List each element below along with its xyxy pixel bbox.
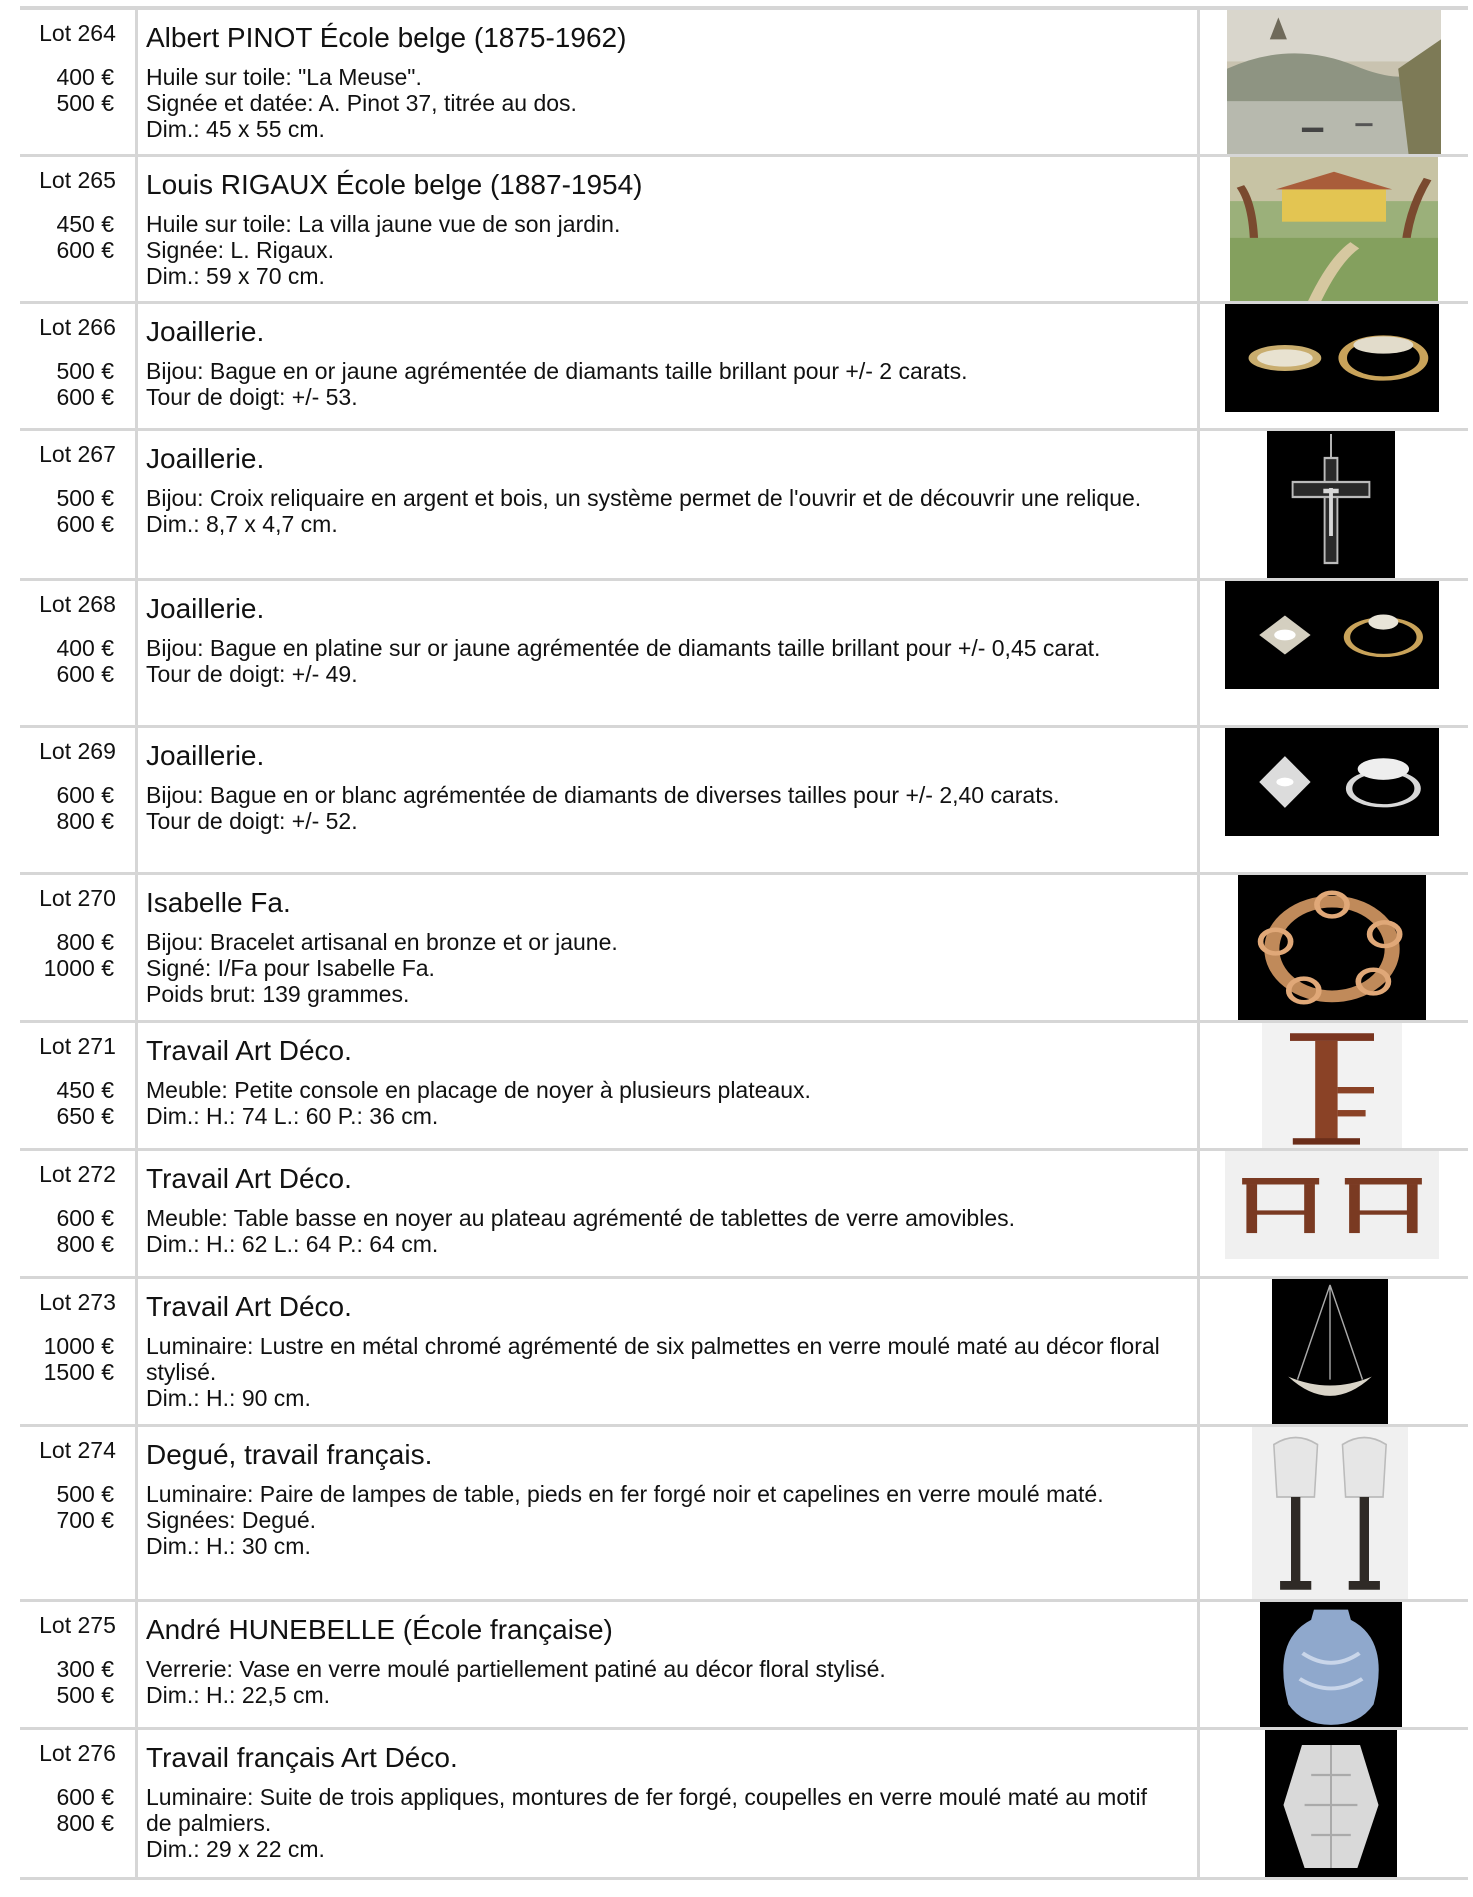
description-line: Dim.: 29 x 22 cm. [146, 1836, 325, 1862]
lot-description [146, 782, 1197, 834]
lot-row [20, 157, 1468, 304]
lot-image-cell [1200, 1427, 1468, 1599]
lot-number: Lot 276 [39, 1740, 116, 1766]
gold-diamond-ring-image[interactable] [1225, 304, 1439, 412]
description-line: Poids brut: 139 grammes. [146, 981, 410, 1007]
estimate-low: 500 € [56, 358, 114, 384]
description-line: Dim.: 59 x 70 cm. [146, 263, 325, 289]
lot-description [146, 211, 1197, 289]
estimate-high: 600 € [56, 237, 114, 263]
estimate-low: 450 € [56, 1077, 114, 1103]
lot-title: Joaillerie. [146, 443, 265, 474]
lot-number-cell [20, 1730, 138, 1877]
lot-row [20, 10, 1468, 157]
lot-row [20, 728, 1468, 875]
lot-image-cell [1200, 431, 1468, 578]
lot-number: Lot 273 [39, 1289, 116, 1315]
lot-number-cell [20, 581, 138, 725]
lot-description-cell [138, 1023, 1200, 1148]
estimate-low: 800 € [56, 929, 114, 955]
lot-image-cell [1200, 157, 1468, 301]
lot-row [20, 1151, 1468, 1279]
description-line: Bijou: Bracelet artisanal en bronze et or jaune. [146, 929, 618, 955]
description-line: Tour de doigt: +/- 52. [146, 808, 358, 834]
lot-image-cell [1200, 304, 1468, 428]
auction-lot-list [20, 6, 1468, 1880]
lot-number-cell [20, 1279, 138, 1424]
lot-description [146, 1205, 1197, 1257]
lot-description-cell [138, 1151, 1200, 1276]
estimate-high: 600 € [56, 384, 114, 410]
estimate-high: 800 € [56, 808, 114, 834]
lot-row [20, 1602, 1468, 1730]
lot-number: Lot 275 [39, 1612, 116, 1638]
description-line: Luminaire: Suite de trois appliques, montures de fer forgé, coupelles en verre moulé maté au motif de palmiers. [146, 1784, 1148, 1836]
lot-title: Travail Art Déco. [146, 1035, 352, 1066]
estimate-high: 1000 € [43, 955, 114, 981]
description-line: Signée: L. Rigaux. [146, 237, 334, 263]
lot-number-cell [20, 875, 138, 1020]
estimate-low: 300 € [56, 1656, 114, 1682]
lot-description-cell [138, 431, 1200, 578]
blue-glass-vase-image[interactable] [1260, 1602, 1402, 1730]
lot-title: Travail français Art Déco. [146, 1742, 458, 1773]
lot-image-cell [1200, 581, 1468, 725]
lot-image-cell [1200, 1023, 1468, 1148]
description-line: Huile sur toile: "La Meuse". [146, 64, 422, 90]
lot-number-cell [20, 157, 138, 301]
estimate-low: 500 € [56, 1481, 114, 1507]
lot-description-cell [138, 304, 1200, 428]
estimate-low: 600 € [56, 1784, 114, 1810]
chrome-chandelier-image[interactable] [1272, 1279, 1388, 1427]
lot-description-cell [138, 581, 1200, 725]
pair-table-lamps-image[interactable] [1252, 1427, 1408, 1602]
lot-number: Lot 264 [39, 20, 116, 46]
lot-row [20, 875, 1468, 1023]
lot-number: Lot 274 [39, 1437, 116, 1463]
lot-description-cell [138, 1279, 1200, 1424]
lot-number: Lot 266 [39, 314, 116, 340]
lot-number-cell [20, 1023, 138, 1148]
lot-image-cell [1200, 1602, 1468, 1727]
lot-row [20, 304, 1468, 431]
estimate-high: 800 € [56, 1231, 114, 1257]
description-line: Meuble: Petite console en placage de noyer à plusieurs plateaux. [146, 1077, 811, 1103]
estimate-high: 800 € [56, 1810, 114, 1836]
lot-image-cell [1200, 1730, 1468, 1877]
description-line: Tour de doigt: +/- 53. [146, 384, 358, 410]
lot-title: Albert PINOT École belge (1875-1962) [146, 22, 627, 53]
lot-title: Joaillerie. [146, 316, 265, 347]
estimate-low: 600 € [56, 1205, 114, 1231]
walnut-console-image[interactable] [1262, 1023, 1402, 1151]
estimate-high: 600 € [56, 661, 114, 687]
estimate-high: 500 € [56, 1682, 114, 1708]
description-line: Bijou: Bague en platine sur or jaune agrémentée de diamants taille brillant pour +/- 0,45 carat. [146, 635, 1101, 661]
lot-description-cell [138, 728, 1200, 872]
painting-yellow-villa-image[interactable] [1230, 157, 1438, 304]
estimate-low: 600 € [56, 782, 114, 808]
lot-title: Louis RIGAUX École belge (1887-1954) [146, 169, 643, 200]
description-line: Signé: I/Fa pour Isabelle Fa. [146, 955, 435, 981]
lot-number: Lot 269 [39, 738, 116, 764]
lot-description-cell [138, 10, 1200, 154]
lot-row [20, 581, 1468, 728]
lot-title: Travail Art Déco. [146, 1163, 352, 1194]
description-line: Verrerie: Vase en verre moulé partiellement patiné au décor floral stylisé. [146, 1656, 886, 1682]
lot-row [20, 1730, 1468, 1880]
reliquary-cross-image[interactable] [1267, 431, 1395, 581]
lot-number: Lot 265 [39, 167, 116, 193]
lot-description-cell [138, 875, 1200, 1020]
lot-description [146, 1077, 1197, 1129]
description-line: Signée et datée: A. Pinot 37, titrée au dos. [146, 90, 577, 116]
estimate-high: 600 € [56, 511, 114, 537]
lot-number: Lot 270 [39, 885, 116, 911]
lot-description-cell [138, 1427, 1200, 1599]
lot-description [146, 358, 1197, 410]
lot-description-cell [138, 1602, 1200, 1727]
lot-description [146, 1656, 1197, 1708]
description-line: Dim.: H.: 74 L.: 60 P.: 36 cm. [146, 1103, 439, 1129]
lot-image-cell [1200, 10, 1468, 154]
painting-landscape-river-image[interactable] [1227, 10, 1441, 157]
description-line: Bijou: Croix reliquaire en argent et bois, un système permet de l'ouvrir et de découvrir une relique. [146, 485, 1142, 511]
lot-description [146, 64, 1197, 142]
lot-number-cell [20, 1151, 138, 1276]
description-line: Luminaire: Lustre en métal chromé agrémenté de six palmettes en verre moulé maté au décor floral stylisé. [146, 1333, 1160, 1385]
lot-description [146, 929, 1197, 1007]
description-line: Dim.: 45 x 55 cm. [146, 116, 325, 142]
lot-title: Degué, travail français. [146, 1439, 433, 1470]
estimate-high: 650 € [56, 1103, 114, 1129]
lot-image-cell [1200, 1279, 1468, 1424]
estimate-low: 400 € [56, 635, 114, 661]
lot-number: Lot 271 [39, 1033, 116, 1059]
lot-number-cell [20, 1602, 138, 1727]
estimate-high: 500 € [56, 90, 114, 116]
description-line: Signées: Degué. [146, 1507, 317, 1533]
lot-title: Joaillerie. [146, 740, 265, 771]
estimate-low: 400 € [56, 64, 114, 90]
lot-description-cell [138, 1730, 1200, 1877]
description-line: Dim.: H.: 62 L.: 64 P.: 64 cm. [146, 1231, 439, 1257]
lot-number-cell [20, 728, 138, 872]
estimate-low: 1000 € [43, 1333, 114, 1359]
glass-wall-sconce-image[interactable] [1265, 1730, 1397, 1880]
bronze-bracelet-image[interactable] [1238, 875, 1426, 1023]
estimate-high: 1500 € [43, 1359, 114, 1385]
estimate-low: 500 € [56, 485, 114, 511]
lot-row [20, 1427, 1468, 1602]
platinum-diamond-ring-image[interactable] [1225, 581, 1439, 689]
lot-number: Lot 268 [39, 591, 116, 617]
white-gold-diamond-ring-image[interactable] [1225, 728, 1439, 836]
description-line: Dim.: H.: 90 cm. [146, 1385, 311, 1411]
lot-description [146, 635, 1197, 687]
lot-title: André HUNEBELLE (École française) [146, 1614, 613, 1645]
walnut-coffee-tables-image[interactable] [1225, 1151, 1439, 1259]
lot-row [20, 431, 1468, 581]
description-line: Dim.: 8,7 x 4,7 cm. [146, 511, 338, 537]
lot-image-cell [1200, 728, 1468, 872]
lot-title: Joaillerie. [146, 593, 265, 624]
lot-number-cell [20, 431, 138, 578]
lot-number-cell [20, 10, 138, 154]
lot-description [146, 485, 1197, 537]
lot-row [20, 1023, 1468, 1151]
lot-number-cell [20, 1427, 138, 1599]
lot-number: Lot 272 [39, 1161, 116, 1187]
description-line: Bijou: Bague en or jaune agrémentée de diamants taille brillant pour +/- 2 carats. [146, 358, 968, 384]
description-line: Dim.: H.: 22,5 cm. [146, 1682, 331, 1708]
description-line: Bijou: Bague en or blanc agrémentée de diamants de diverses tailles pour +/- 2,40 carats. [146, 782, 1060, 808]
lot-row [20, 1279, 1468, 1427]
lot-number: Lot 267 [39, 441, 116, 467]
description-line: Tour de doigt: +/- 49. [146, 661, 358, 687]
lot-number-cell [20, 304, 138, 428]
lot-description [146, 1481, 1197, 1559]
description-line: Dim.: H.: 30 cm. [146, 1533, 311, 1559]
lot-description [146, 1333, 1197, 1411]
lot-image-cell [1200, 1151, 1468, 1276]
lot-image-cell [1200, 875, 1468, 1020]
estimate-low: 450 € [56, 211, 114, 237]
description-line: Luminaire: Paire de lampes de table, pieds en fer forgé noir et capelines en verre moulé maté. [146, 1481, 1104, 1507]
description-line: Huile sur toile: La villa jaune vue de son jardin. [146, 211, 621, 237]
lot-description [146, 1784, 1197, 1862]
description-line: Meuble: Table basse en noyer au plateau agrémenté de tablettes de verre amovibles. [146, 1205, 1016, 1231]
lot-description-cell [138, 157, 1200, 301]
estimate-high: 700 € [56, 1507, 114, 1533]
lot-title: Travail Art Déco. [146, 1291, 352, 1322]
lot-title: Isabelle Fa. [146, 887, 291, 918]
